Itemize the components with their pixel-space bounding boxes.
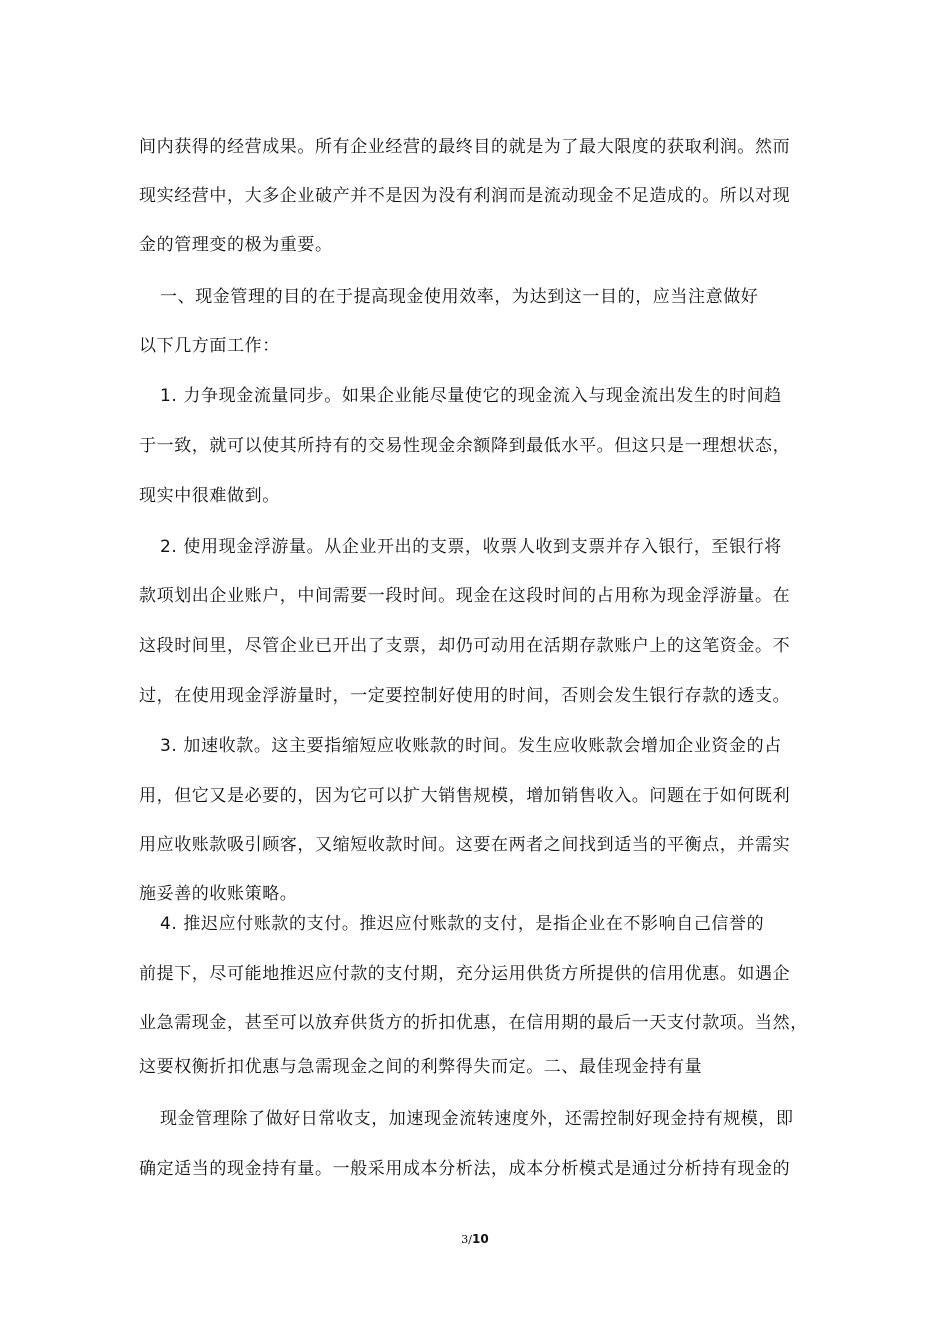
text-line-2: 现实经营中，大多企业破产并不是因为没有利润而是流动现金不足造成的。所以对现 — [139, 186, 791, 206]
text-line-3: 金的管理变的极为重要。 — [139, 235, 333, 255]
text-line-11: 这段时间里，尽管企业已开出了支票，却仍可动用在活期存款账户上的这笔资金。不 — [139, 636, 791, 656]
text-line-22: 确定适当的现金持有量。一般采用成本分析法，成本分析模式是通过分析持有现金的 — [139, 1159, 791, 1179]
text-line-4: 一、现金管理的目的在于提高现金使用效率，为达到这一目的，应当注意做好 — [160, 287, 759, 307]
text-line-15: 用应收账款吸引顾客，又缩短收款时间。这要在两者之间找到适当的平衡点，并需实 — [139, 835, 791, 855]
text-line-8: 现实中很难做到。 — [139, 486, 280, 506]
text-line-17: 4. 推迟应付账款的支付。推迟应付账款的支付，是指企业在不影响自己信誉的 — [160, 914, 765, 934]
text-line-7: 于一致，就可以使其所持有的交易性现金余额降到最低水平。但这只是一理想状态， — [139, 436, 791, 456]
text-line-20: 这要权衡折扣优惠与急需现金之间的利弊得失而定。二、最佳现金持有量 — [139, 1057, 703, 1077]
text-line-21: 现金管理除了做好日常收支，加速现金流转速度外，还需控制好现金持有规模，即 — [160, 1109, 794, 1129]
text-line-6: 1. 力争现金流量同步。如果企业能尽量使它的现金流入与现金流出发生的时间趋 — [160, 386, 782, 406]
page-number — [0, 1232, 950, 1246]
text-line-18: 前提下，尽可能地推迟应付款的支付期，充分运用供货方所提供的信用优惠。如遇企 — [139, 964, 791, 984]
text-line-10: 款项划出企业账户，中间需要一段时间。现金在这段时间的占用称为现金浮游量。在 — [139, 586, 791, 606]
text-line-13: 3. 加速收款。这主要指缩短应收账款的时间。发生应收账款会增加企业资金的占 — [160, 736, 782, 756]
text-line-5: 以下几方面工作： — [139, 336, 280, 356]
text-line-12: 过，在使用现金浮游量时，一定要控制好使用的时间，否则会发生银行存款的透支。 — [139, 686, 791, 706]
text-line-16: 施妥善的收账策略。 — [139, 884, 298, 904]
text-line-1: 间内获得的经营成果。所有企业经营的最终目的就是为了最大限度的获取利润。然而 — [139, 137, 791, 157]
page-current: 3/ — [461, 1233, 472, 1246]
text-line-9: 2. 使用现金浮游量。从企业开出的支票，收票人收到支票并存入银行，至银行将 — [160, 537, 782, 557]
text-line-14: 用，但它又是必要的，因为它可以扩大销售规模，增加销售收入。问题在于如何既利 — [139, 786, 791, 806]
page-total: 10 — [472, 1232, 489, 1246]
text-line-19: 业急需现金，甚至可以放弃供货方的折扣优惠，在信用期的最后一天支付款项。当然， — [139, 1013, 808, 1033]
